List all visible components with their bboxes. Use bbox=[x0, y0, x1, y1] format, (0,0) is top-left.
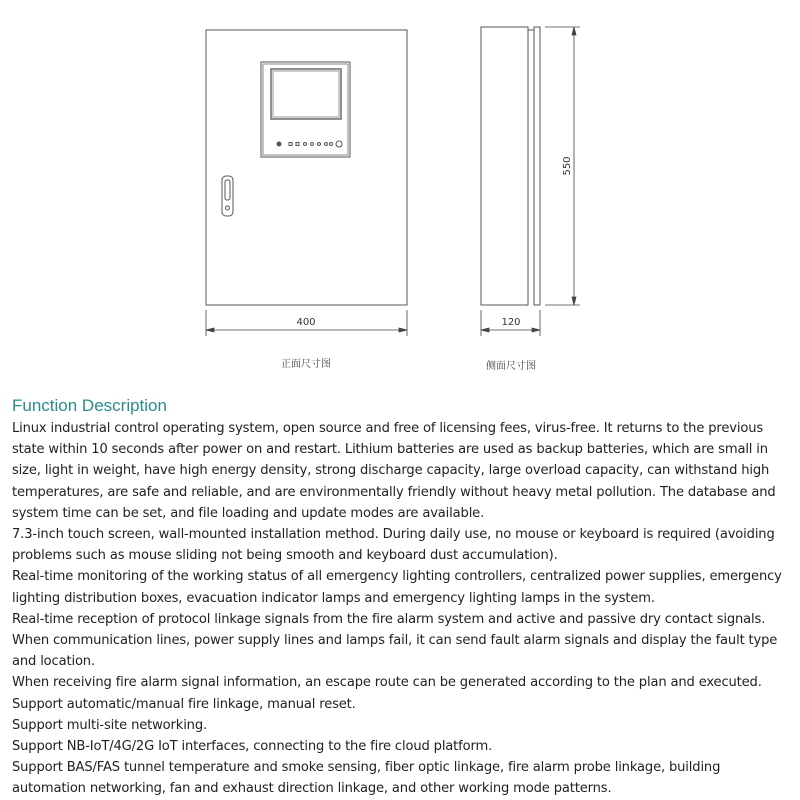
button-dot bbox=[318, 143, 321, 146]
function-description-section bbox=[12, 395, 794, 800]
section-title: Function Description bbox=[12, 396, 167, 415]
paragraph: When communication lines, power supply lines and lamps fail, it can send fault alarm signals and display the fault type and location. bbox=[12, 633, 778, 670]
dimension-drawing bbox=[0, 0, 800, 390]
side-cabinet-outline bbox=[481, 27, 528, 305]
paragraph: When receiving fire alarm signal information, an escape route can be generated according to the plan and executed. bbox=[12, 675, 762, 691]
side-width-label: 120 bbox=[501, 317, 521, 328]
button-dot bbox=[289, 143, 292, 146]
front-width-label: 400 bbox=[296, 317, 316, 328]
button-dot bbox=[296, 143, 299, 146]
button-dot bbox=[311, 143, 314, 146]
touch-screen-inner bbox=[273, 71, 339, 117]
side-view bbox=[481, 27, 540, 305]
button-dot bbox=[325, 143, 328, 146]
paragraph: Real-time reception of protocol linkage signals from the fire alarm system and active and passive dry contact signals. bbox=[12, 611, 766, 627]
cabinet-drawing-svg bbox=[0, 0, 800, 390]
paragraph: Support BAS/FAS tunnel temperature and smoke sensing, fiber optic linkage, fire alarm probe linkage, building automation networking, fan and exhaust direction linkage, and other working mode patterns. bbox=[12, 760, 721, 797]
paragraph: Linux industrial control operating system, open source and free of licensing fees, virus-free. It returns to the previous state within 10 seconds after power on and restart. Lithium batteries are used as backup batteries, which are small in size, light in weight, have high energy density, strong discharge capacity, large overload capacity, can withstand high temperatures, are safe and reliable, and are environmentally friendly without heavy metal pollution. The database and system time can be set, and file loading and update modes are available. bbox=[12, 421, 776, 521]
button-dot bbox=[277, 142, 281, 146]
front-view bbox=[206, 30, 407, 305]
paragraph: Support automatic/manual fire linkage, manual reset. bbox=[12, 696, 356, 712]
paragraph: 7.3-inch touch screen, wall-mounted installation method. During daily use, no mouse or keyboard is required (avoiding problems such as mouse sliding not being smooth and keyboard dust accumulation). bbox=[12, 527, 775, 564]
button-dot bbox=[304, 143, 307, 146]
touch-screen bbox=[271, 69, 341, 119]
paragraph: Support NB-IoT/4G/2G IoT interfaces, connecting to the fire cloud platform. bbox=[12, 739, 493, 755]
button-dot bbox=[330, 143, 333, 146]
key-switch bbox=[336, 141, 342, 147]
side-view-caption: 侧面尺寸图 bbox=[486, 361, 536, 372]
side-height-label: 550 bbox=[562, 156, 573, 176]
side-door-edge bbox=[534, 27, 540, 305]
front-view-caption: 正面尺寸图 bbox=[281, 359, 331, 370]
indicator-buttons bbox=[277, 141, 342, 147]
paragraph: Real-time monitoring of the working status of all emergency lighting controllers, centralized power supplies, emergency lighting distribution boxes, evacuation indicator lamps and emergency lighting lamps in the system. bbox=[12, 569, 782, 606]
paragraph: Support multi-site networking. bbox=[12, 717, 208, 733]
door-handle-icon bbox=[222, 176, 233, 216]
display-panel-inner bbox=[263, 64, 348, 155]
